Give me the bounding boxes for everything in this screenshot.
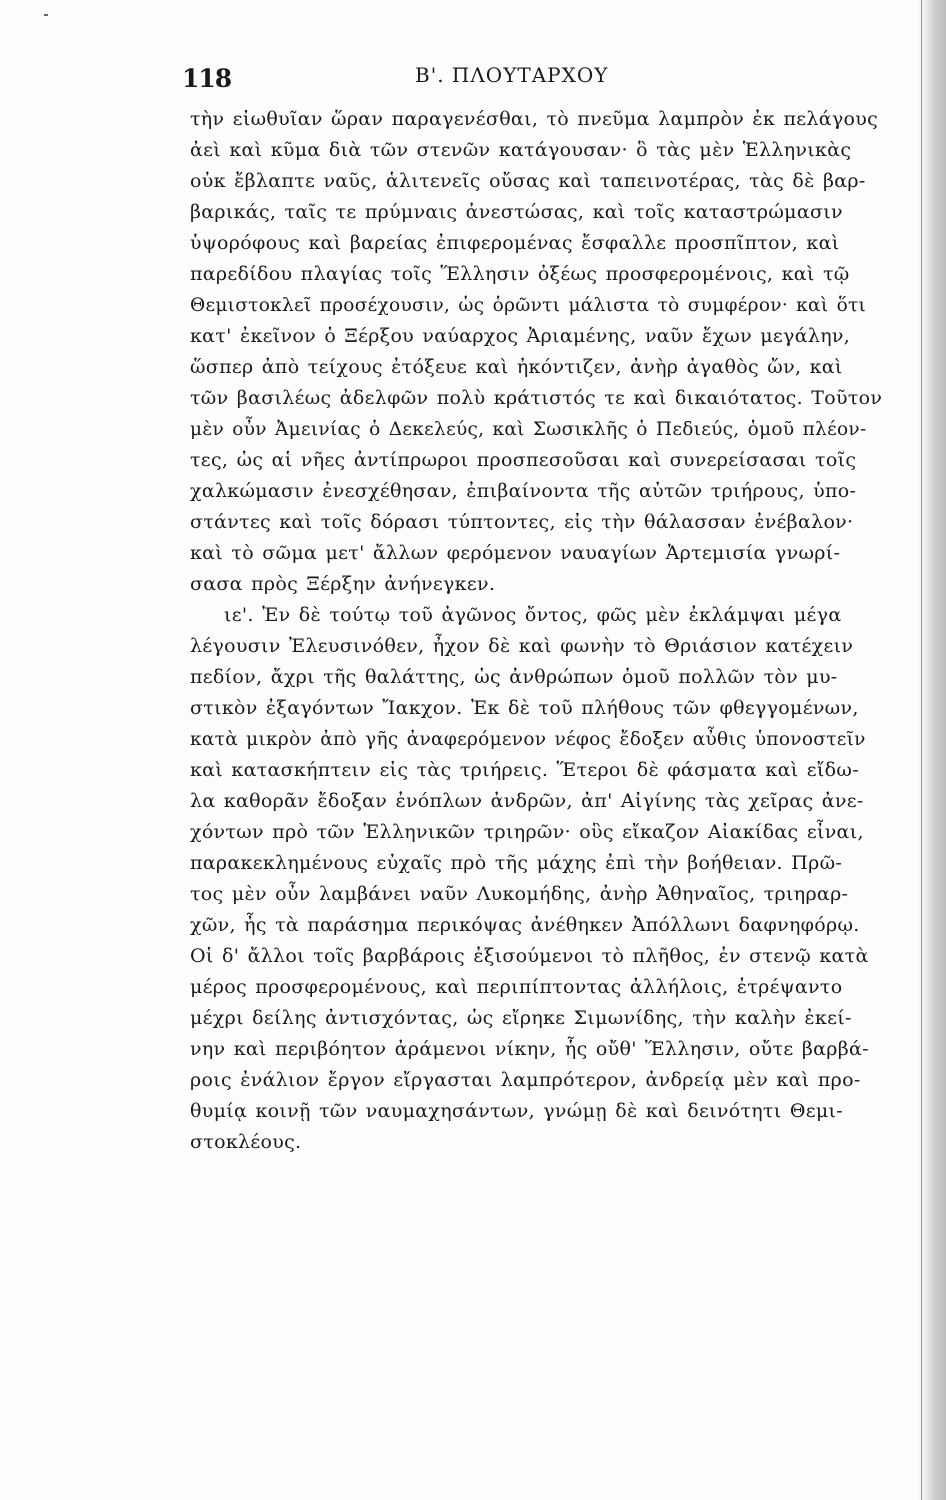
text-line: μέρος προσφερομένους, καὶ περιπίπτοντας ἀλλήλοις, ἐτρέψαντο	[190, 976, 843, 998]
text-line: σασα πρὸς Ξέρξην ἀνήνεγκεν.	[190, 573, 496, 595]
text-line: κατ' ἐκεῖνον ὁ Ξέρξου ναύαρχος Ἀριαμένης, ναῦν ἔχων μεγάλην,	[190, 325, 851, 347]
text-line: μὲν οὖν Ἀμεινίας ὁ Δεκελεύς, καὶ Σωσικλῆς ὁ Πεδιεύς, ὁμοῦ πλέον-	[190, 419, 867, 440]
text-line: λέγουσιν Ἐλευσινόθεν, ἦχον δὲ καὶ φωνὴν τὸ Θριάσιον κατέχειν	[190, 635, 854, 657]
text-line: Οἱ δ' ἄλλοι τοῖς βαρβάροις ἐξισούμενοι τὸ πλῆθος, ἐν στενῷ κατὰ	[190, 945, 869, 967]
body-text	[190, 104, 882, 1158]
text-line: χόντων πρὸ τῶν Ἑλληνικῶν τριηρῶν· οὓς εἴκαζον Αἰακίδας εἶναι,	[190, 821, 864, 843]
text-line: λα καθορᾶν ἔδοξαν ἐνόπλων ἀνδρῶν, ἀπ' Αἰγίνης τὰς χεῖρας ἀνε-	[190, 790, 864, 812]
text-line: χαλκώμασιν ἐνεσχέθησαν, ἐπιβαίνοντα τῆς αὐτῶν τριήρους, ὑπο-	[190, 480, 857, 502]
text-line: μέχρι δείλης ἀντισχόντας, ὡς εἴρηκε Σιμωνίδης, τὴν καλὴν ἐκεί-	[190, 1007, 852, 1029]
text-line: χῶν, ἧς τὰ παράσημα περικόψας ἀνέθηκεν Ἀπόλλωνι δαφνηφόρῳ.	[190, 914, 860, 936]
text-line: ὥσπερ ἀπὸ τείχους ἐτόξευε καὶ ἠκόντιζεν, ἀνὴρ ἀγαθὸς ὤν, καὶ	[190, 356, 843, 378]
text-line: τες, ὡς αἱ νῆες ἀντίπρωροι προσπεσοῦσαι καὶ συνερείσασαι τοῖς	[190, 449, 857, 471]
text-line: ροις ἐνάλιον ἔργον εἴργασται λαμπρότερον, ἀνδρείᾳ μὲν καὶ προ-	[190, 1069, 861, 1091]
text-line: στικὸν ἐξαγόντων Ἴακχον. Ἐκ δὲ τοῦ πλήθους τῶν φθεγγομένων,	[190, 697, 859, 719]
page-edge-line	[921, 0, 922, 1500]
text-line: παρεδίδου πλαγίας τοῖς Ἕλλησιν ὀξέως προσφερομένοις, καὶ τῷ	[190, 263, 850, 285]
scan-speck	[44, 14, 48, 16]
text-line: ἀεὶ καὶ κῦμα διὰ τῶν στενῶν κατάγουσαν· ὃ τὰς μὲν Ἑλληνικὰς	[190, 139, 852, 161]
text-line: βαρικάς, ταῖς τε πρύμναις ἀνεστώσας, καὶ τοῖς καταστρώμασιν	[190, 201, 843, 223]
text-line: τος μὲν οὖν λαμβάνει ναῦν Λυκομήδης, ἀνὴρ Ἀθηναῖος, τριηραρ-	[190, 883, 849, 905]
text-line: στάντες καὶ τοῖς δόρασι τύπτοντες, εἰς τὴν θάλασσαν ἐνέβαλον·	[190, 511, 854, 533]
text-line: καὶ κατασκήπτειν εἰς τὰς τριήρεις. Ἕτεροι δὲ φάσματα καὶ εἴδω-	[190, 759, 859, 781]
text-line: νην καὶ περιβόητον ἀράμενοι νίκην, ἧς οὔθ' Ἕλλησιν, οὔτε βαρβά-	[190, 1038, 869, 1060]
text-line: οὐκ ἔβλαπτε ναῦς, ἁλιτενεῖς οὔσας καὶ ταπεινοτέρας, τὰς δὲ βαρ-	[190, 170, 866, 192]
text-line: πεδίον, ἄχρι τῆς θαλάττης, ὡς ἀνθρώπων ὁμοῦ πολλῶν τὸν μυ-	[190, 666, 838, 688]
text-line: ὑψορόφους καὶ βαρείας ἐπιφερομένας ἔσφαλλε προσπῖπτον, καὶ	[190, 232, 840, 254]
text-line: τὴν εἰωθυῖαν ὥραν παραγενέσθαι, τὸ πνεῦμα λαμπρὸν ἐκ πελάγους	[190, 108, 879, 130]
text-line: κατὰ μικρὸν ἀπὸ γῆς ἀναφερόμενον νέφος ἔδοξεν αὖθις ὑπονοστεῖν	[190, 729, 866, 750]
text-line: τῶν βασιλέως ἀδελφῶν πολὺ κράτιστός τε καὶ δικαιότατος. Τοῦτον	[190, 387, 883, 409]
section-start-line: ιε'. Ἐν δὲ τούτῳ τοῦ ἀγῶνος ὄντος, φῶς μὲν ἐκλάμψαι μέγα	[224, 604, 842, 626]
running-head: Β'. ΠΛΟΥΤΑΡΧΟΥ	[415, 63, 609, 87]
page-number: 118	[182, 64, 232, 93]
text-line: στοκλέους.	[190, 1131, 302, 1153]
text-line: θυμίᾳ κοινῇ τῶν ναυμαχησάντων, γνώμῃ δὲ καὶ δεινότητι Θεμι-	[190, 1100, 843, 1122]
text-line: παρακεκλημένους εὐχαῖς πρὸ τῆς μάχης ἐπὶ τὴν βοήθειαν. Πρῶ-	[190, 852, 843, 874]
text-line: Θεμιστοκλεῖ προσέχουσιν, ὡς ὁρῶντι μάλιστα τὸ συμφέρον· καὶ ὅτι	[190, 295, 867, 316]
text-line: καὶ τὸ σῶμα μετ' ἄλλων φερόμενον ναυαγίων Ἀρτεμισία γνωρί-	[190, 542, 841, 564]
